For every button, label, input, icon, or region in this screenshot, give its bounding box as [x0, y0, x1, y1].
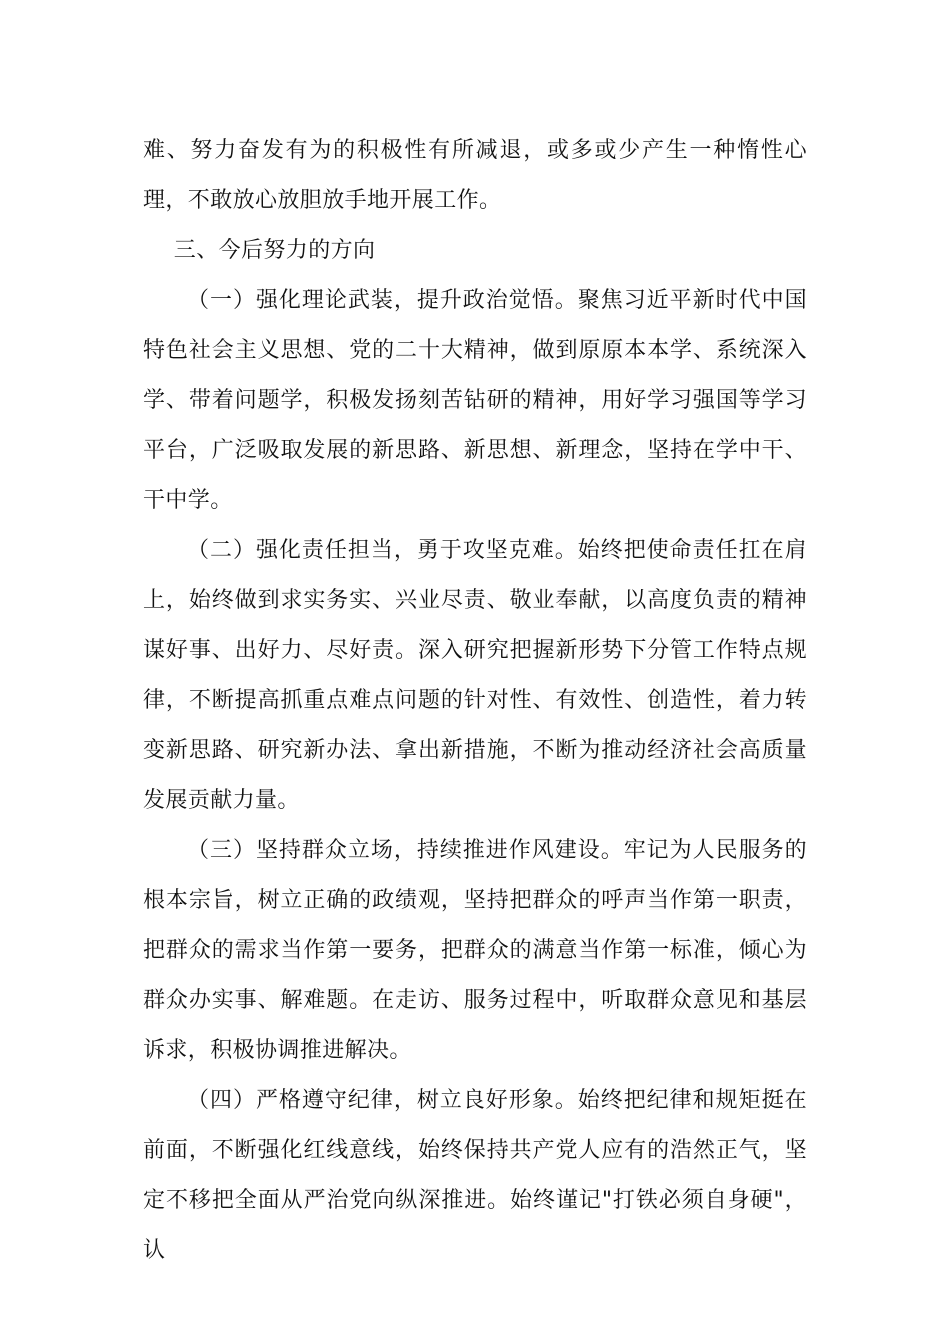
paragraph-item-4: （四）严格遵守纪律，树立良好形象。始终把纪律和规矩挺在前面，不断强化红线意线，始终保持共产党人应有的浩然正气，坚定不移把全面从严治党向纵深推进。始终谨记"打铁必须自身硬"，认 [143, 1088, 807, 1263]
paragraph-item-1: （一）强化理论武装，提升政治觉悟。聚焦习近平新时代中国特色社会主义思想、党的二十大精神，做到原原本本学、系统深入学、带着问题学，积极发扬刻苦钻研的精神，用好学习强国等学习平台，广泛吸取发展的新思路、新思想、新理念，坚持在学中干、干中学。 [143, 288, 807, 513]
document-body [143, 126, 807, 1276]
paragraph-continuation: 难、努力奋发有为的积极性有所减退，或多或少产生一种惰性心理，不敢放心放胆放手地开展工作。 [143, 138, 807, 213]
paragraph-item-3: （三）坚持群众立场，持续推进作风建设。牢记为人民服务的根本宗旨，树立正确的政绩观，坚持把群众的呼声当作第一职责，把群众的需求当作第一要务，把群众的满意当作第一标准，倾心为群众办实事、解难题。在走访、服务过程中，听取群众意见和基层诉求，积极协调推进解决。 [143, 838, 807, 1063]
section-heading: 三、今后努力的方向 [173, 238, 376, 263]
paragraph-item-2: （二）强化责任担当，勇于攻坚克难。始终把使命责任扛在肩上，始终做到求实务实、兴业尽责、敬业奉献，以高度负责的精神谋好事、出好力、尽好责。深入研究把握新形势下分管工作特点规律，不断提高抓重点难点问题的针对性、有效性、创造性，着力转变新思路、研究新办法、拿出新措施，不断为推动经济社会高质量发展贡献力量。 [143, 538, 807, 813]
